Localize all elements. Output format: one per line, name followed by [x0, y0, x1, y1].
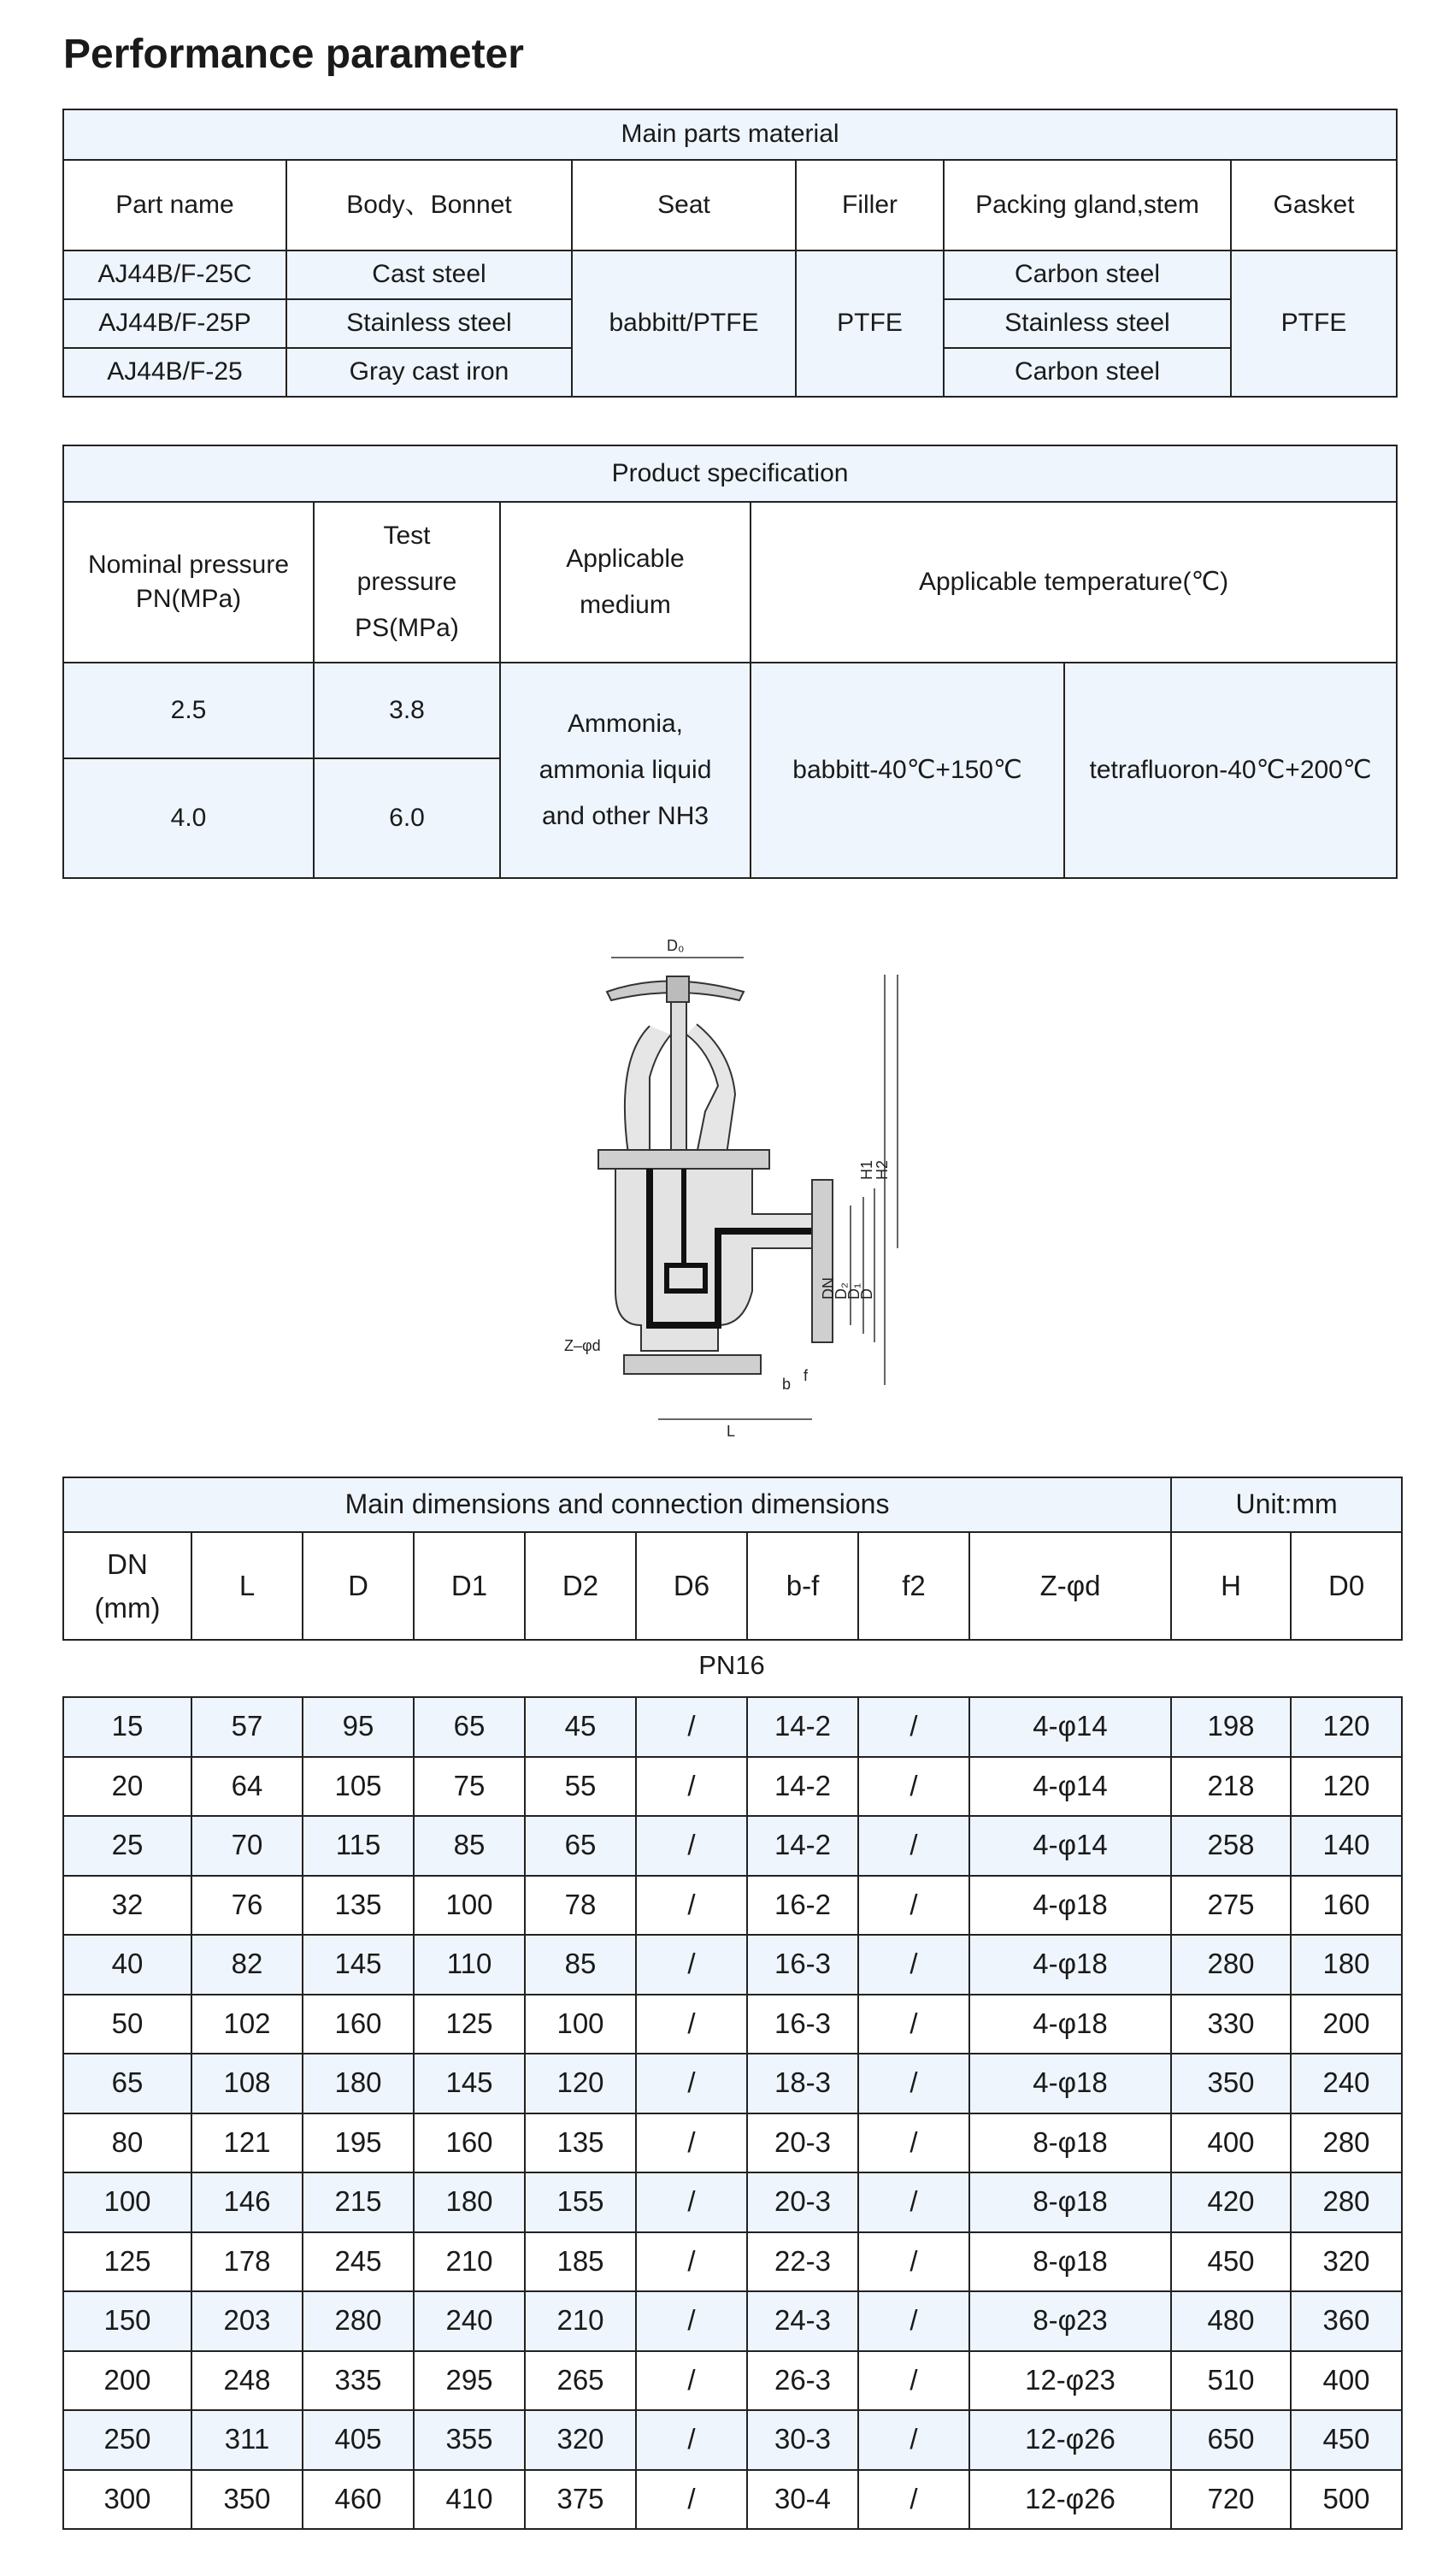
table-row: [63, 2054, 1402, 2113]
cell-f2: /: [858, 1935, 969, 1995]
cell-h: 280: [1171, 1935, 1291, 1995]
spec-table: [62, 445, 1398, 879]
header-filler: Filler: [796, 160, 944, 251]
cell-h: 330: [1171, 1995, 1291, 2054]
cell-d1: 145: [414, 2054, 525, 2113]
cell-d0: 240: [1291, 2054, 1402, 2113]
cell-d0: 120: [1291, 1697, 1402, 1757]
table-row: [63, 2470, 1402, 2530]
cell-l: 70: [191, 1816, 303, 1876]
cell-d0: 500: [1291, 2470, 1402, 2530]
filler-material-cell: PTFE: [796, 251, 944, 397]
cell-d: 195: [303, 2113, 414, 2173]
cell-dn: 125: [63, 2232, 191, 2292]
cell-l: 248: [191, 2351, 303, 2411]
cell-b-f: 20-3: [747, 2172, 858, 2232]
side-flange: [812, 1180, 833, 1342]
header-applicable-medium: [500, 502, 751, 663]
cell-dn: 15: [63, 1697, 191, 1757]
cell-f2: /: [858, 2113, 969, 2173]
header-gasket: Gasket: [1231, 160, 1397, 251]
label-b: b: [782, 1376, 792, 1393]
medium-line1: Ammonia,: [567, 710, 684, 738]
cell-z-phi-d: 4-φ14: [969, 1757, 1171, 1817]
cell-f2: /: [858, 1816, 969, 1876]
page-title: Performance parameter: [63, 32, 524, 77]
cell-d2: 135: [525, 2113, 636, 2173]
cell-d1: 355: [414, 2410, 525, 2470]
cell-z-phi-d: 4-φ18: [969, 1935, 1171, 1995]
cell-z-phi-d: 4-φ18: [969, 2054, 1171, 2113]
cell-dn: 40: [63, 1935, 191, 1995]
cell-d1: 125: [414, 1995, 525, 2054]
cell-z-phi-d: 12-φ23: [969, 2351, 1171, 2411]
cell-l: 64: [191, 1757, 303, 1817]
cell-d6: /: [636, 1995, 747, 2054]
cell-b-f: 20-3: [747, 2113, 858, 2173]
header-nominal-pressure: [63, 502, 314, 663]
temp-tetrafluoron-cell: tetrafluoron-40℃+200℃: [1064, 663, 1397, 878]
cell-d2: 65: [525, 1816, 636, 1876]
cell-d6: /: [636, 1816, 747, 1876]
cell-b-f: 14-2: [747, 1816, 858, 1876]
header-dn-line2: (mm): [94, 1592, 161, 1624]
cell-d: 335: [303, 2351, 414, 2411]
cell-l: 178: [191, 2232, 303, 2292]
cell-f2: /: [858, 2054, 969, 2113]
cell-d0: 180: [1291, 1935, 1402, 1995]
wheel-hub: [667, 976, 689, 1002]
cell-z-phi-d: 12-φ26: [969, 2470, 1171, 2530]
cell-d1: 410: [414, 2470, 525, 2530]
cell-b-f: 14-2: [747, 1757, 858, 1817]
cell-l: 102: [191, 1995, 303, 2054]
cell-f2: /: [858, 2232, 969, 2292]
bonnet-flange: [598, 1150, 769, 1169]
header-applicable-temperature: Applicable temperature(℃): [751, 502, 1397, 663]
table-row: [63, 1935, 1402, 1995]
cell-dn: 80: [63, 2113, 191, 2173]
cell-l: 108: [191, 2054, 303, 2113]
valve-drawing: [547, 923, 923, 1453]
header-z-phi-d: Z-φd: [969, 1532, 1171, 1640]
label-d0: D₀: [667, 937, 685, 954]
spec-caption: Product specification: [63, 445, 1397, 502]
label-l: L: [727, 1423, 736, 1440]
bottom-flange: [624, 1355, 761, 1374]
cell-d: 145: [303, 1935, 414, 1995]
cell-l: 121: [191, 2113, 303, 2173]
cell-d6: /: [636, 2410, 747, 2470]
cell-d: 280: [303, 2291, 414, 2351]
header-packing-gland: Packing gland,stem: [944, 160, 1231, 251]
cell-dn: 65: [63, 2054, 191, 2113]
cell-h: 258: [1171, 1816, 1291, 1876]
cell-d0: 140: [1291, 1816, 1402, 1876]
cell-d0: 200: [1291, 1995, 1402, 2054]
cell-h: 650: [1171, 2410, 1291, 2470]
unit-label: Unit:mm: [1171, 1477, 1402, 1532]
cell-dn: 200: [63, 2351, 191, 2411]
cell-z-phi-d: 8-φ18: [969, 2232, 1171, 2292]
cell-z-phi-d: 8-φ18: [969, 2113, 1171, 2173]
body-material-cell: Stainless steel: [286, 299, 572, 348]
table-row: [63, 1697, 1402, 1757]
cell-f2: /: [858, 1995, 969, 2054]
cell-d1: 160: [414, 2113, 525, 2173]
cell-d: 215: [303, 2172, 414, 2232]
cell-dn: 100: [63, 2172, 191, 2232]
cell-d2: 55: [525, 1757, 636, 1817]
cell-l: 82: [191, 1935, 303, 1995]
cell-b-f: 30-4: [747, 2470, 858, 2530]
cell-d1: 75: [414, 1757, 525, 1817]
header-seat: Seat: [572, 160, 796, 251]
cell-h: 510: [1171, 2351, 1291, 2411]
cell-l: 203: [191, 2291, 303, 2351]
header-l: L: [191, 1532, 303, 1640]
cell-d0: 120: [1291, 1757, 1402, 1817]
cell-d2: 375: [525, 2470, 636, 2530]
cell-z-phi-d: 12-φ26: [969, 2410, 1171, 2470]
cell-d: 95: [303, 1697, 414, 1757]
cell-z-phi-d: 8-φ23: [969, 2291, 1171, 2351]
cell-h: 480: [1171, 2291, 1291, 2351]
cell-d2: 78: [525, 1876, 636, 1936]
label-d2: D₂: [833, 1282, 850, 1300]
cell-d1: 85: [414, 1816, 525, 1876]
cell-d6: /: [636, 2172, 747, 2232]
test-pressure-cell: 3.8: [314, 663, 500, 758]
header-d6: D6: [636, 1532, 747, 1640]
header-nominal-line1: Nominal pressure: [87, 550, 290, 579]
cell-d2: 45: [525, 1697, 636, 1757]
cell-d0: 450: [1291, 2410, 1402, 2470]
cell-f2: /: [858, 2470, 969, 2530]
cell-f2: /: [858, 1876, 969, 1936]
header-nominal-line2: PN(MPa): [135, 585, 242, 613]
header-b-f: b-f: [747, 1532, 858, 1640]
cell-d6: /: [636, 1935, 747, 1995]
cell-dn: 32: [63, 1876, 191, 1936]
cell-d2: 100: [525, 1995, 636, 2054]
table-row: [63, 2291, 1402, 2351]
cell-d6: /: [636, 1876, 747, 1936]
header-medium-line1: Applicable: [566, 545, 685, 573]
cell-d: 105: [303, 1757, 414, 1817]
cell-d6: /: [636, 2232, 747, 2292]
cell-b-f: 22-3: [747, 2232, 858, 2292]
header-part-name: Part name: [63, 160, 286, 251]
header-f2: f2: [858, 1532, 969, 1640]
cell-dn: 50: [63, 1995, 191, 2054]
part-name-cell: AJ44B/F-25P: [63, 299, 286, 348]
label-f: f: [804, 1367, 809, 1384]
gland-material-cell: Stainless steel: [944, 299, 1231, 348]
cell-l: 76: [191, 1876, 303, 1936]
label-zd: Z–φd: [564, 1337, 601, 1354]
cell-z-phi-d: 4-φ18: [969, 1995, 1171, 2054]
cell-b-f: 14-2: [747, 1697, 858, 1757]
table-row: [63, 1816, 1402, 1876]
dimensions-header-table: [62, 1477, 1403, 1641]
label-dn: DN: [820, 1277, 837, 1300]
header-dn-line1: DN: [107, 1547, 148, 1580]
cell-l: 57: [191, 1697, 303, 1757]
cell-d6: /: [636, 2054, 747, 2113]
cell-d6: /: [636, 1697, 747, 1757]
cell-b-f: 24-3: [747, 2291, 858, 2351]
cell-d0: 280: [1291, 2113, 1402, 2173]
header-test-line1: Test: [383, 522, 431, 550]
cell-d2: 265: [525, 2351, 636, 2411]
cell-z-phi-d: 8-φ18: [969, 2172, 1171, 2232]
table-row: [63, 1757, 1402, 1817]
part-name-cell: AJ44B/F-25C: [63, 251, 286, 299]
cell-f2: /: [858, 1697, 969, 1757]
label-h2: H2: [874, 1159, 891, 1180]
cell-d6: /: [636, 2291, 747, 2351]
header-test-pressure: [314, 502, 500, 663]
nominal-pressure-cell: 4.0: [63, 758, 314, 878]
cell-h: 275: [1171, 1876, 1291, 1936]
cell-d: 115: [303, 1816, 414, 1876]
cell-d2: 320: [525, 2410, 636, 2470]
cell-d1: 295: [414, 2351, 525, 2411]
table-row: [63, 2232, 1402, 2292]
cell-l: 350: [191, 2470, 303, 2530]
header-d: D: [303, 1532, 414, 1640]
table-row: [63, 2113, 1402, 2173]
bonnet-yoke: [625, 1026, 671, 1154]
cell-b-f: 26-3: [747, 2351, 858, 2411]
part-name-cell: AJ44B/F-25: [63, 348, 286, 397]
gasket-material-cell: PTFE: [1231, 251, 1397, 397]
cell-z-phi-d: 4-φ14: [969, 1697, 1171, 1757]
cell-f2: /: [858, 2291, 969, 2351]
cell-z-phi-d: 4-φ18: [969, 1876, 1171, 1936]
cell-d0: 360: [1291, 2291, 1402, 2351]
cell-f2: /: [858, 2410, 969, 2470]
header-test-line2: pressure: [356, 568, 457, 596]
medium-cell: [500, 663, 751, 878]
cell-d2: 185: [525, 2232, 636, 2292]
cell-b-f: 16-2: [747, 1876, 858, 1936]
cell-d: 245: [303, 2232, 414, 2292]
label-h1: H1: [858, 1159, 875, 1180]
cell-h: 198: [1171, 1697, 1291, 1757]
header-h: H: [1171, 1532, 1291, 1640]
body-material-cell: Cast steel: [286, 251, 572, 299]
cell-f2: /: [858, 2172, 969, 2232]
dimensions-body: [63, 1697, 1402, 2529]
cell-l: 311: [191, 2410, 303, 2470]
header-dn: [63, 1532, 191, 1640]
table-row: [63, 2172, 1402, 2232]
nominal-pressure-cell: 2.5: [63, 663, 314, 758]
cell-d6: /: [636, 2351, 747, 2411]
cell-d2: 120: [525, 2054, 636, 2113]
cell-d2: 155: [525, 2172, 636, 2232]
temp-babbitt-cell: babbitt-40℃+150℃: [751, 663, 1064, 878]
cell-d0: 320: [1291, 2232, 1402, 2292]
seat-material-cell: babbitt/PTFE: [572, 251, 796, 397]
cell-d1: 180: [414, 2172, 525, 2232]
header-d2: D2: [525, 1532, 636, 1640]
bonnet-yoke-right: [686, 1024, 735, 1154]
cell-dn: 25: [63, 1816, 191, 1876]
cell-d: 460: [303, 2470, 414, 2530]
cell-h: 420: [1171, 2172, 1291, 2232]
cell-d0: 160: [1291, 1876, 1402, 1936]
cell-d1: 210: [414, 2232, 525, 2292]
cell-d1: 110: [414, 1935, 525, 1995]
header-medium-line2: medium: [580, 591, 671, 619]
cell-d0: 400: [1291, 2351, 1402, 2411]
cell-b-f: 30-3: [747, 2410, 858, 2470]
medium-line2: ammonia liquid: [539, 756, 712, 784]
cell-d1: 65: [414, 1697, 525, 1757]
cell-b-f: 18-3: [747, 2054, 858, 2113]
header-test-line3: PS(MPa): [355, 614, 459, 642]
cell-d2: 210: [525, 2291, 636, 2351]
cell-d2: 85: [525, 1935, 636, 1995]
table-row: [63, 2351, 1402, 2411]
cell-dn: 20: [63, 1757, 191, 1817]
cell-dn: 150: [63, 2291, 191, 2351]
cell-b-f: 16-3: [747, 1935, 858, 1995]
label-d1: D₁: [845, 1282, 862, 1300]
gland-material-cell: Carbon steel: [944, 251, 1231, 299]
medium-line3: and other NH3: [541, 802, 709, 830]
header-d0: D0: [1291, 1532, 1402, 1640]
table-row: [63, 2410, 1402, 2470]
cell-b-f: 16-3: [747, 1995, 858, 2054]
cell-d: 405: [303, 2410, 414, 2470]
cell-d1: 100: [414, 1876, 525, 1936]
test-pressure-cell: 6.0: [314, 758, 500, 878]
cell-z-phi-d: 4-φ14: [969, 1816, 1171, 1876]
dimensions-caption: Main dimensions and connection dimensions: [63, 1477, 1171, 1532]
cell-d6: /: [636, 2113, 747, 2173]
gland-material-cell: Carbon steel: [944, 348, 1231, 397]
cell-f2: /: [858, 1757, 969, 1817]
header-d1: D1: [414, 1532, 525, 1640]
label-d: D: [858, 1288, 875, 1300]
table-row: [63, 1876, 1402, 1936]
materials-caption: Main parts material: [63, 109, 1397, 160]
materials-table: [62, 109, 1398, 398]
cell-d0: 280: [1291, 2172, 1402, 2232]
header-body-bonnet: Body、Bonnet: [286, 160, 572, 251]
cell-h: 720: [1171, 2470, 1291, 2530]
cell-h: 350: [1171, 2054, 1291, 2113]
cell-d6: /: [636, 2470, 747, 2530]
cell-l: 146: [191, 2172, 303, 2232]
cell-dn: 250: [63, 2410, 191, 2470]
dimensions-data-table: [62, 1696, 1403, 2530]
cell-h: 400: [1171, 2113, 1291, 2173]
cell-d: 135: [303, 1876, 414, 1936]
cell-d: 180: [303, 2054, 414, 2113]
cell-h: 218: [1171, 1757, 1291, 1817]
cell-h: 450: [1171, 2232, 1291, 2292]
cell-f2: /: [858, 2351, 969, 2411]
cell-dn: 300: [63, 2470, 191, 2530]
table-row: [63, 1995, 1402, 2054]
cell-d6: /: [636, 1757, 747, 1817]
pn16-label: PN16: [698, 1650, 765, 1680]
body-material-cell: Gray cast iron: [286, 348, 572, 397]
cell-d1: 240: [414, 2291, 525, 2351]
cell-d: 160: [303, 1995, 414, 2054]
